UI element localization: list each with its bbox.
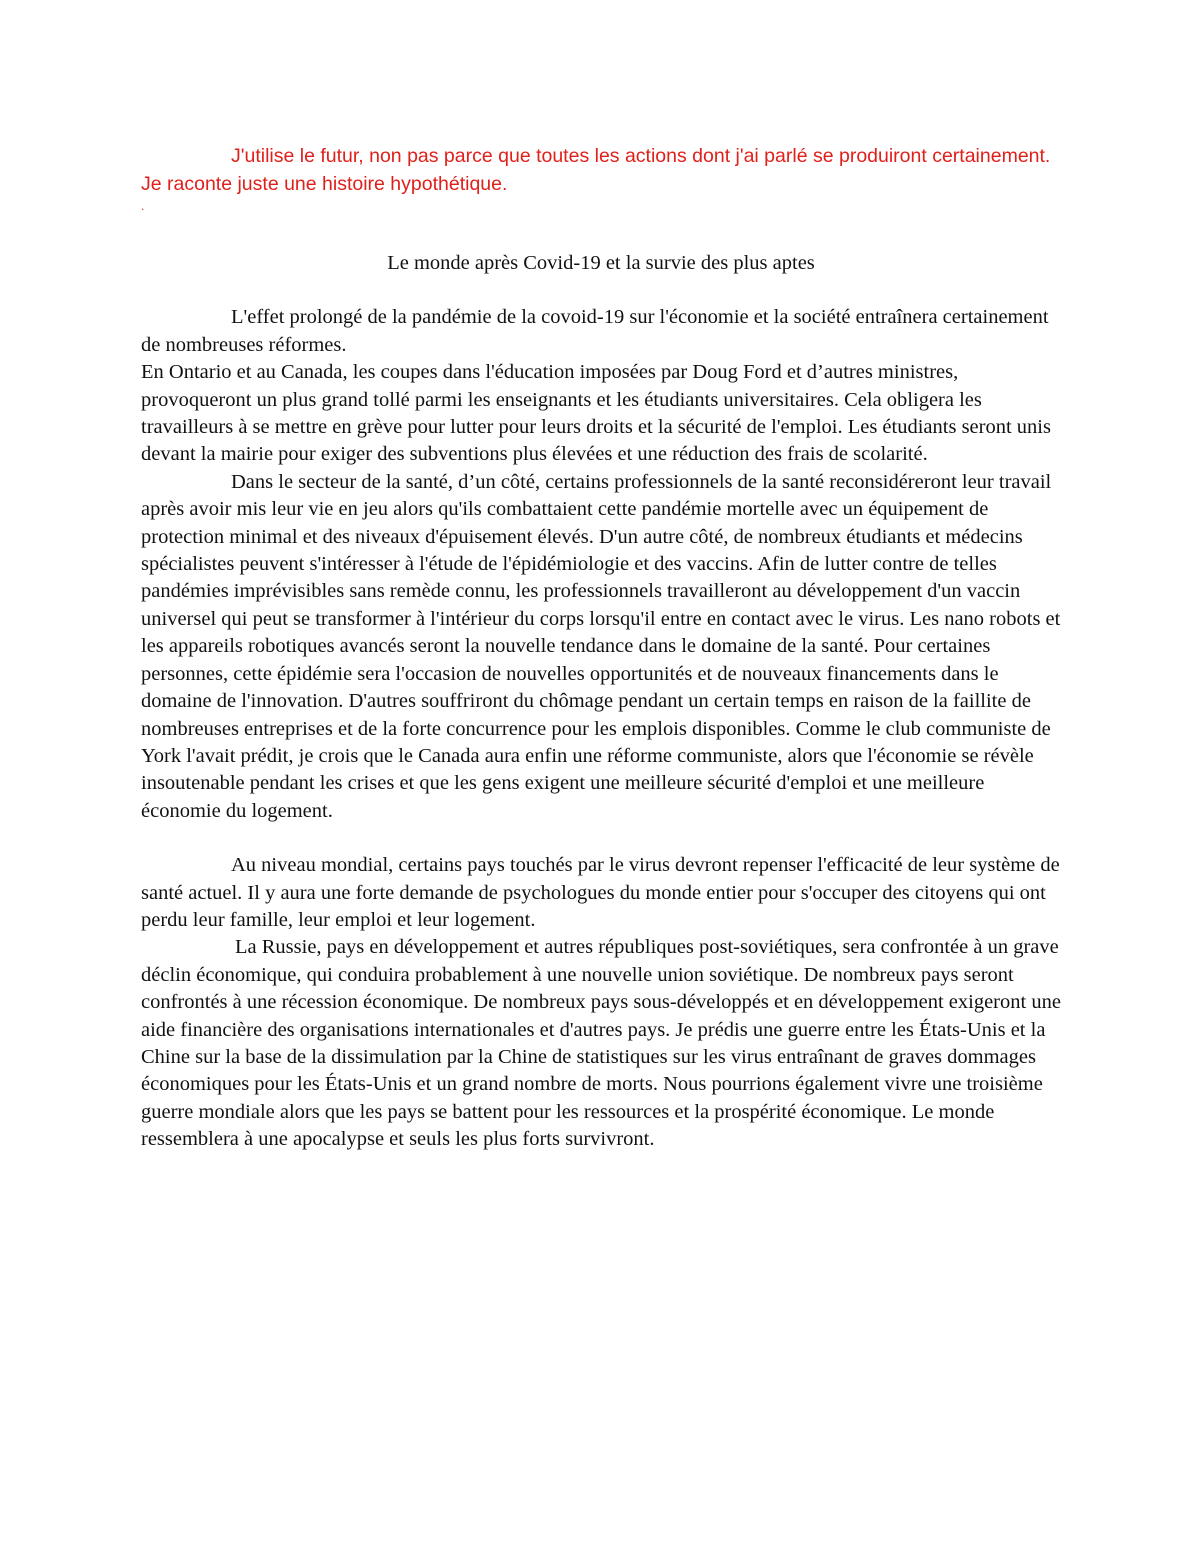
paragraph-ontario: En Ontario et au Canada, les coupes dans l'éducation imposées par Doug Ford et d’autres ministres, provoqueront un plus grand tollé parmi les enseignants et les étudiants universitaires. Cela obligera les travailleurs à se mettre en grève pour lutter pour leurs droits et la sécurité de l'emploi. Les étudiants seront unis devant la mairie pour exiger des subventions plus élevées et une réduction des frais de scolarité. <box>141 361 1051 466</box>
paragraph-intro: L'effet prolongé de la pandémie de la covoid-19 sur l'économie et la société entraînera certainement de nombreuses réformes. <box>141 306 1049 356</box>
paragraph-spacer <box>141 825 1061 852</box>
document-title: Le monde après Covid-19 et la survie des plus aptes <box>387 252 815 274</box>
note-dot: . <box>141 199 145 213</box>
paragraph-global: Au niveau mondial, certains pays touchés par le virus devront repenser l'efficacité de leur système de santé actuel. Il y aura une forte demande de psychologues du monde entier pour s'occuper des citoyens qui ont perdu leur famille, leur emploi et leur logement. <box>141 854 1060 931</box>
paragraph-health: Dans le secteur de la santé, d’un côté, certains professionnels de la santé reconsidéreront leur travail après avoir mis leur vie en jeu alors qu'ils combattaient cette pandémie mortelle avec un équipement de protection minimal et des niveaux d'épuisement élevés. D'un autre côté, de nombreux étudiants et médecins spécialistes peuvent s'intéresser à l'étude de l'épidémiologie et des vaccins. Afin de lutter contre de telles pandémies imprévisibles sans remède connu, les professionnels travailleront au développement d'un vaccin universel qui peut se transformer à l'intérieur du corps lorsqu'il entre en contact avec le virus. Les nano robots et les appareils robotiques avancés seront la nouvelle tendance dans le domaine de la santé. Pour certaines personnes, cette épidémie sera l'occasion de nouvelles opportunités et de nouveaux financements dans le domaine de l'innovation. D'autres souffriront du chômage pendant un certain temps en raison de la faillite de nombreuses entreprises et de la forte concurrence pour les emplois disponibles. Comme le club communiste de York l'avait prédit, je crois que le Canada aura enfin une réforme communiste, alors que l'économie se révèle insoutenable pendant les crises et que les gens exigent une meilleure sécurité d'emploi et une meilleure économie du logement. <box>141 470 1061 822</box>
paragraph-russia: La Russie, pays en développement et autres républiques post-soviétiques, sera confrontée à un grave déclin économique, qui conduira probablement à une nouvelle union soviétique. De nombreux pays seront confrontés à une récession économique. De nombreux pays sous-développés et en développement exigeront une aide financière des organisations internationales et d'autres pays. Je prédis une guerre entre les États-Unis et la Chine sur la base de la dissimulation par la Chine de statistiques sur les virus entraînant de graves dommages économiques pour les États-Unis et un grand nombre de morts. Nous pourrions également vivre une troisième guerre mondiale alors que les pays se battent pour les ressources et la prospérité économique. Le monde ressemblera à une apocalypse et seuls les plus forts survivront. <box>141 936 1061 1151</box>
author-note: J'utilise le futur, non pas parce que toutes les actions dont j'ai parlé se produiront certainement. Je raconte juste une histoire hypothétique. <box>141 145 1051 195</box>
document-page <box>141 143 1061 1154</box>
